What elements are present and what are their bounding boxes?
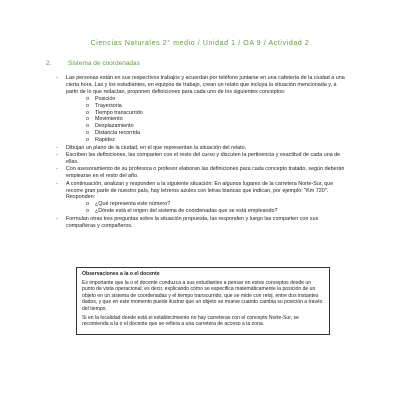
sublist-item: o Posición (86, 95, 116, 102)
sub-bullet: o (86, 137, 89, 144)
bullet: - (56, 215, 58, 222)
sub-bullet: o (86, 95, 89, 102)
box-paragraph: Es importante que la o el docente conduzca a sus estudiantes a pensar en estos conceptos desde un punto de vista operacional; es decir, explicando cómo se especifica matemáticamente la posición de un objeto en un sistema de coordenadas y el tiempo transcurrido, que se mide con reloj, entre dos instantes dados, y que en este momento puede ilustrar que un objeto se mueve cuando cambia su posición a través del tiempo. (82, 279, 323, 312)
item-text: Dibujan un plano de la ciudad, en el que representan la situación del relato. (66, 144, 247, 151)
list-item (56, 181, 348, 216)
list-item (56, 152, 348, 166)
list-item (56, 75, 348, 144)
sub-bullet: o (86, 201, 89, 208)
list-item (56, 166, 348, 180)
sublist-item: o Movimiento (86, 116, 123, 123)
activity-list (56, 75, 348, 230)
list-item (56, 216, 348, 230)
teacher-notes-box (76, 267, 330, 335)
sub-bullet: o (86, 208, 89, 215)
sub-bullet: o (86, 116, 89, 123)
item-text: Con asesoramiento de su profesora o profesor elaboran las definiciones para cada concepto tratado, según deberán emplearse en el resto del año. (66, 166, 345, 180)
sublist-item: o Rapidez (86, 137, 115, 144)
list-item (56, 145, 348, 152)
question-list (66, 201, 348, 215)
sub-bullet: o (86, 109, 89, 116)
concept-list (66, 96, 348, 144)
sublist-item: o Distancia recorrida (86, 130, 140, 137)
bullet: - (56, 144, 58, 151)
sublist-item: o Desplazamiento (86, 123, 134, 130)
box-title: Observaciones a la o el docente (82, 271, 160, 277)
item-text: Escriben las definiciones, las comparten con el resto del curso y discuten la pertinencia y exactitud de cada una de ellas. (66, 151, 341, 165)
section-number: 2. (46, 60, 52, 67)
sublist-item: o Tiempo transcurrido (86, 109, 143, 116)
item-text: A continuación, analizan y responden a la siguiente situación: En algunos lugares de la carretera Norte-Sur, que recorre gran parte de nuestro país, hay letreros azules con letras blancas que indican, por ejemplo: "Km 720". Responden: (66, 180, 334, 201)
bullet: - (56, 180, 58, 187)
section-heading (46, 60, 140, 67)
bullet: - (56, 75, 58, 81)
sub-bullet: o (86, 130, 89, 137)
bullet: - (56, 151, 58, 158)
item-text: Las personas están en sus respectivos trabajos y acuerdan por teléfono juntarse en una cafetería de la ciudad a una cierta hora. Las y los estudiantes, en equipos de trabajo, crean un relato que incluya la situación mencionada y, a partir de lo que redactan, proponen definiciones para cada uno de los siguientes conceptos: (66, 75, 345, 95)
document-header: Ciencias Naturales 2° medio / Unidad 1 / OA 9 / Actividad 2 (90, 40, 310, 47)
section-title: Sistema de coordenadas (68, 60, 140, 67)
sublist-item: o ¿Qué representa este número? (86, 201, 171, 208)
sublist-item: o ¿Dónde está el origen del sistema de coordenadas que se está empleando? (86, 208, 278, 215)
bullet: - (56, 166, 58, 173)
sublist-item: o Trayectoria (86, 102, 122, 109)
sub-bullet: o (86, 123, 89, 130)
box-paragraph: Si en la localidad donde está el establecimiento no hay carreteras con el concepto Norte-Sur, se recomienda a la o el docente que se refiera a una carretera de acceso a la zona. (82, 314, 299, 328)
item-text: Formulan otras tres preguntas sobre la situación propuesta, las responden y luego las comparten con sus compañeras y compañeros. (66, 215, 319, 229)
sub-bullet: o (86, 102, 89, 109)
